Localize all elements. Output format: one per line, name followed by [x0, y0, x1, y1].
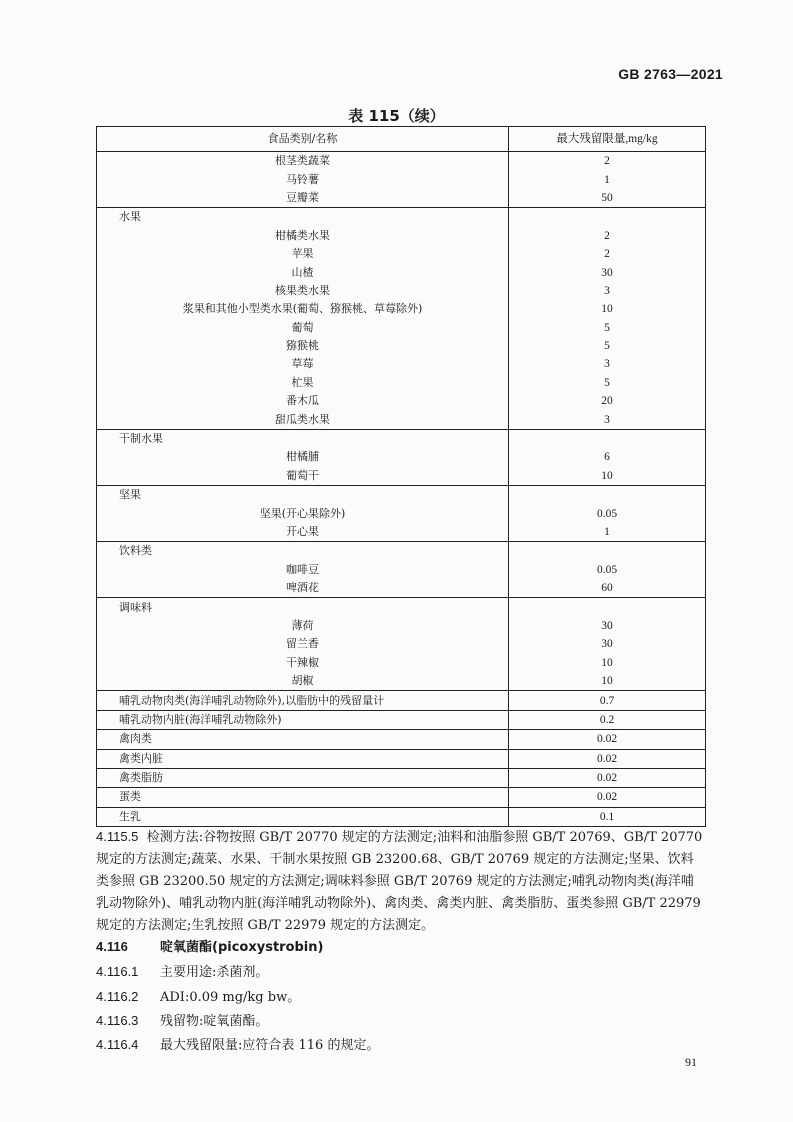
max-residue-cell: 30 — [509, 617, 706, 635]
table-row — [97, 300, 706, 318]
table-row — [97, 448, 706, 466]
max-residue-cell: 10 — [509, 672, 706, 691]
food-category-cell: 禽类脂肪 — [97, 768, 509, 787]
food-category-cell: 甜瓜类水果 — [275, 412, 330, 426]
section-4-116-4 — [96, 1034, 379, 1053]
table-row — [97, 208, 706, 227]
table-row — [97, 227, 706, 245]
max-residue-cell: 10 — [509, 654, 706, 672]
table-row — [97, 337, 706, 355]
section-title: 啶氧菌酯(picoxystrobin) — [160, 940, 324, 955]
section-text: 残留物:啶氧菌酯。 — [160, 1014, 269, 1029]
food-category-cell: 葡萄 — [291, 320, 314, 334]
section-number: 4.115.5 — [96, 829, 139, 844]
column-header-max-residue: 最大残留限量,mg/kg — [509, 127, 706, 152]
food-category-cell: 番木瓜 — [286, 394, 319, 408]
table-row — [97, 654, 706, 672]
section-text: ADI:0.09 mg/kg bw。 — [160, 990, 301, 1005]
max-residue-cell: 0.05 — [509, 561, 706, 579]
table-row — [97, 523, 706, 542]
food-category-cell: 葡萄干 — [286, 468, 319, 482]
food-category-cell: 山楂 — [291, 265, 314, 279]
table-title: 表 115（续） — [348, 107, 445, 125]
food-category-cell: 水果 — [97, 208, 509, 227]
section-4-116-3 — [96, 1010, 268, 1029]
food-category-cell: 哺乳动物肉类(海洋哺乳动物除外),以脂肪中的残留量计 — [97, 691, 509, 710]
section-number: 4.116.1 — [96, 964, 139, 979]
section-text: 主要用途:杀菌剂。 — [160, 965, 269, 980]
max-residue-cell: 0.02 — [509, 768, 706, 787]
max-residue-cell: 0.1 — [509, 807, 706, 826]
table-row — [97, 282, 706, 300]
max-residue-cell: 60 — [509, 579, 706, 598]
food-category-cell: 浆果和其他小型类水果(葡萄、猕猴桃、草莓除外) — [182, 302, 423, 316]
food-category-cell: 根茎类蔬菜 — [275, 154, 330, 168]
food-category-cell: 猕猴桃 — [286, 339, 319, 353]
max-residue-cell: 1 — [509, 523, 706, 542]
residue-limit-table — [96, 126, 706, 827]
section-number: 4.116.4 — [96, 1037, 139, 1052]
food-category-cell: 柑橘脯 — [286, 450, 319, 464]
table-row — [97, 710, 706, 729]
food-category-cell: 薄荷 — [291, 618, 314, 632]
food-category-cell: 啤酒花 — [286, 581, 319, 595]
table-row — [97, 672, 706, 691]
table-body — [97, 152, 706, 827]
food-category-cell: 饮料类 — [97, 542, 509, 561]
max-residue-cell: 5 — [509, 374, 706, 392]
table-row — [97, 788, 706, 807]
table-row — [97, 429, 706, 448]
paragraph-4-115-5 — [96, 826, 706, 937]
table-row — [97, 807, 706, 826]
food-category-cell: 干制水果 — [97, 429, 509, 448]
food-category-cell: 调味料 — [97, 598, 509, 617]
max-residue-cell: 20 — [509, 392, 706, 410]
food-category-cell: 开心果 — [286, 525, 319, 538]
food-category-cell: 禽类内脏 — [97, 749, 509, 768]
table-row — [97, 504, 706, 522]
food-category-cell: 禽肉类 — [97, 730, 509, 749]
max-residue-cell: 3 — [509, 410, 706, 429]
food-category-cell: 柑橘类水果 — [275, 228, 330, 242]
table-row — [97, 749, 706, 768]
column-header-food-category: 食品类别/名称 — [97, 127, 509, 152]
table-row — [97, 170, 706, 188]
food-category-cell: 蛋类 — [97, 788, 509, 807]
table-row — [97, 598, 706, 617]
max-residue-cell: 10 — [509, 300, 706, 318]
food-category-cell: 胡椒 — [291, 674, 314, 688]
table-row — [97, 410, 706, 429]
max-residue-cell: 0.05 — [509, 504, 706, 522]
section-text: 最大残留限量:应符合表 116 的规定。 — [160, 1038, 380, 1053]
food-category-cell: 核果类水果 — [275, 283, 330, 297]
page-number: 91 — [685, 1055, 697, 1069]
food-category-cell: 哺乳动物内脏(海洋哺乳动物除外) — [97, 710, 509, 729]
table-row — [97, 730, 706, 749]
max-residue-cell: 3 — [509, 355, 706, 373]
max-residue-cell: 1 — [509, 170, 706, 188]
max-residue-cell: 0.02 — [509, 788, 706, 807]
table-row — [97, 319, 706, 337]
table-row — [97, 189, 706, 208]
table-row — [97, 467, 706, 486]
food-category-cell: 马铃薯 — [286, 172, 319, 186]
table-row — [97, 355, 706, 373]
max-residue-cell — [509, 208, 706, 227]
table-row — [97, 561, 706, 579]
section-4-116-heading — [96, 936, 323, 955]
food-category-cell: 干辣椒 — [286, 655, 319, 669]
table-row — [97, 691, 706, 710]
max-residue-cell: 0.02 — [509, 730, 706, 749]
max-residue-cell — [509, 429, 706, 448]
food-category-cell: 杧果 — [291, 375, 314, 389]
section-text: 检测方法:谷物按照 GB/T 20770 规定的方法测定;油料和油脂参照 GB/T 20769、GB/T 20770 规定的方法测定;蔬菜、水果、干制水果按照 GB 23200.68、GB/T 20769 规定的方法测定;坚果、饮料类参照 GB 23200.50 规定的方法测定;调味料参照 GB/T 20769 规定的方法测定;哺乳动物肉类(海洋哺乳动物除外)、哺乳动物内脏(海洋哺乳动物除外)、禽肉类、禽类内脏、禽类脂肪、蛋类参照 GB/T 22979 规定的方法测定;生乳按照 GB/T 22979 规定的方法测定。 — [96, 830, 703, 933]
max-residue-cell — [509, 542, 706, 561]
table-row — [97, 579, 706, 598]
max-residue-cell: 30 — [509, 635, 706, 653]
food-category-cell: 坚果(开心果除外) — [259, 506, 346, 520]
max-residue-cell: 0.02 — [509, 749, 706, 768]
max-residue-cell: 2 — [509, 152, 706, 171]
food-category-cell: 苹果 — [291, 247, 314, 261]
table-row — [97, 768, 706, 787]
max-residue-cell: 5 — [509, 337, 706, 355]
food-category-cell: 豆瓣菜 — [286, 190, 319, 204]
table-row — [97, 617, 706, 635]
table-header-row — [97, 127, 706, 152]
max-residue-cell: 10 — [509, 467, 706, 486]
table-row — [97, 245, 706, 263]
max-residue-cell: 2 — [509, 245, 706, 263]
max-residue-cell: 5 — [509, 319, 706, 337]
section-4-116-2 — [96, 986, 300, 1005]
food-category-cell: 咖啡豆 — [286, 562, 319, 576]
table-row — [97, 635, 706, 653]
food-category-cell: 草莓 — [291, 357, 314, 371]
food-category-cell: 生乳 — [97, 807, 509, 826]
table-row — [97, 486, 706, 505]
max-residue-cell: 0.2 — [509, 710, 706, 729]
section-4-116-1 — [96, 961, 268, 980]
max-residue-cell: 30 — [509, 263, 706, 281]
food-category-cell: 坚果 — [97, 486, 509, 505]
max-residue-cell: 6 — [509, 448, 706, 466]
section-number: 4.116.3 — [96, 1013, 139, 1028]
food-category-cell: 留兰香 — [286, 637, 319, 651]
max-residue-cell: 50 — [509, 189, 706, 208]
section-number: 4.116 — [96, 939, 128, 954]
table-row — [97, 374, 706, 392]
section-number: 4.116.2 — [96, 989, 139, 1004]
max-residue-cell: 0.7 — [509, 691, 706, 710]
table-row — [97, 263, 706, 281]
max-residue-cell: 2 — [509, 227, 706, 245]
table-row — [97, 152, 706, 171]
table-row — [97, 392, 706, 410]
standard-code: GB 2763—2021 — [618, 66, 723, 82]
max-residue-cell — [509, 486, 706, 505]
max-residue-cell — [509, 598, 706, 617]
max-residue-cell: 3 — [509, 282, 706, 300]
table-row — [97, 542, 706, 561]
